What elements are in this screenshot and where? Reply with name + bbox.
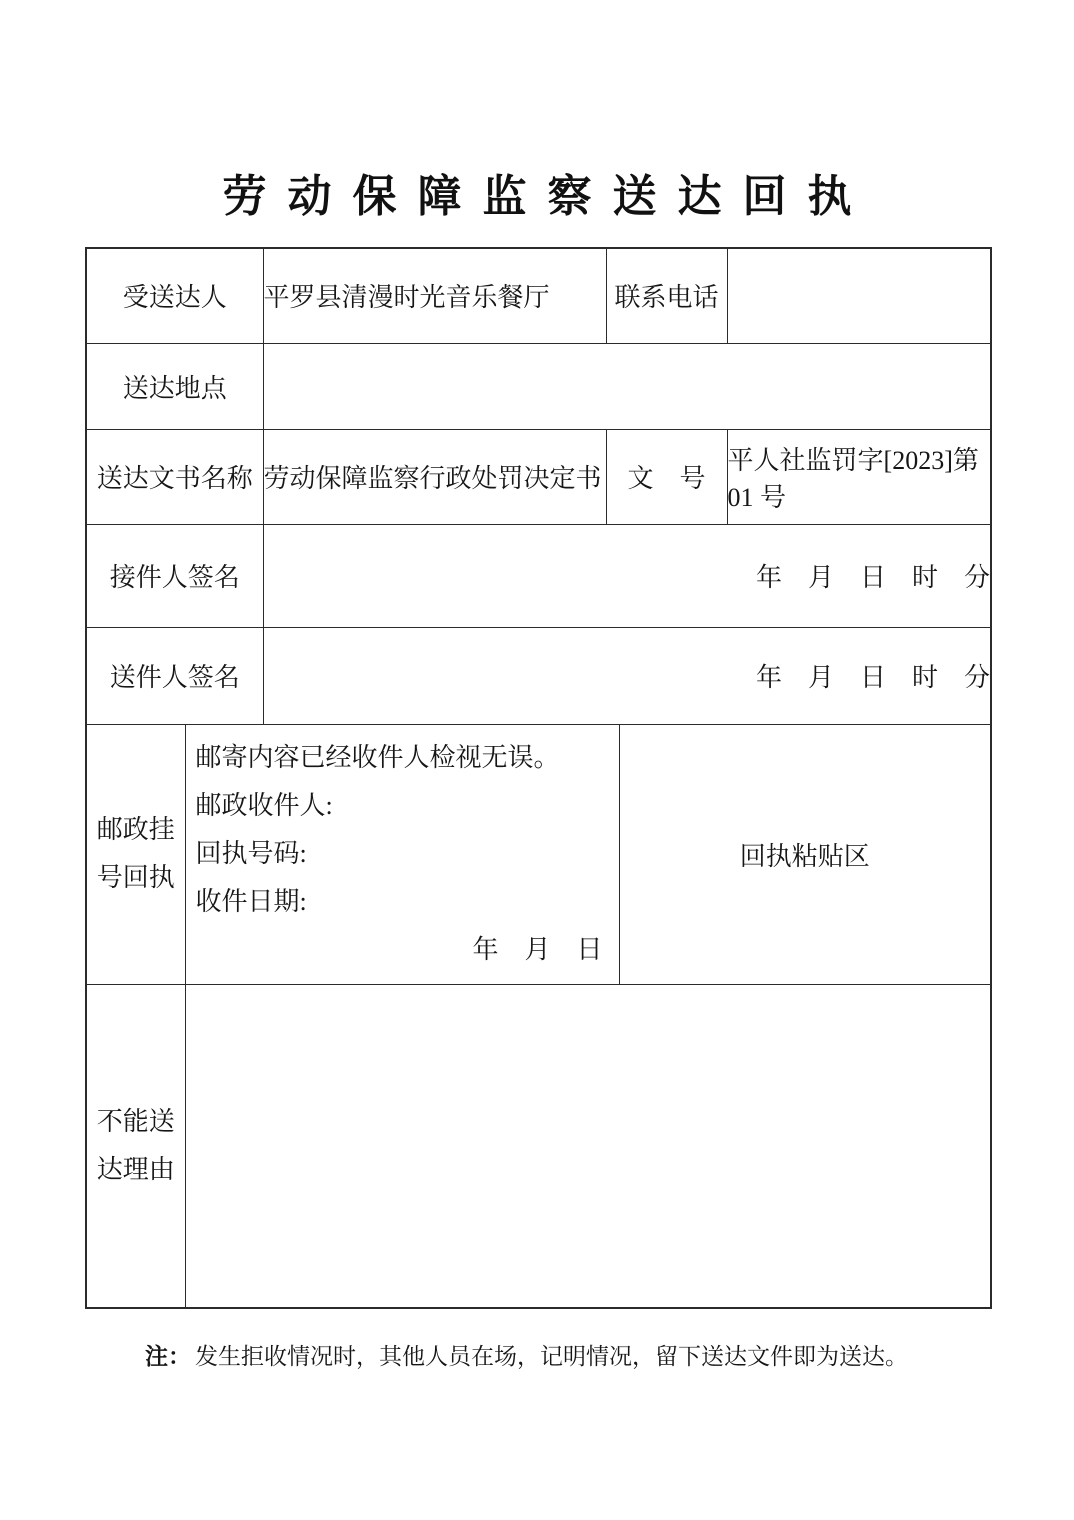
sender-date-line: 年 月 日 时 分 bbox=[756, 663, 991, 692]
row-undeliverable-reason bbox=[86, 984, 991, 1308]
document-name-label: 送达文书名称 bbox=[86, 429, 263, 524]
postal-receipt-content bbox=[185, 724, 619, 984]
undeliverable-reason-label bbox=[86, 984, 185, 1308]
row-document bbox=[86, 429, 991, 524]
postal-receipt-label bbox=[86, 724, 185, 984]
phone-value bbox=[727, 248, 991, 343]
phone-label: 联系电话 bbox=[606, 248, 727, 343]
sender-signature-cell bbox=[263, 627, 991, 724]
receiver-signature-cell bbox=[263, 524, 991, 627]
postal-receipt-number-line: 回执号码: bbox=[195, 839, 307, 868]
postal-receipt-label-line1: 邮政挂 bbox=[96, 815, 175, 844]
address-label: 送达地点 bbox=[86, 343, 263, 429]
postal-date-blank-line: 年 月 日 bbox=[472, 935, 603, 964]
undeliverable-label-line2: 达理由 bbox=[96, 1154, 175, 1184]
document-title: 劳动保障监察送达回执 bbox=[222, 172, 873, 221]
receiver-date-line: 年 月 日 时 分 bbox=[756, 563, 991, 592]
footer-note-text: 发生拒收情况时，其他人员在场，记明情况，留下送达文件即为送达。 bbox=[195, 1344, 908, 1369]
document-name-value: 劳动保障监察行政处罚决定书 bbox=[263, 429, 606, 524]
postal-receipt-label-line2: 号回执 bbox=[96, 863, 175, 892]
undeliverable-reason-value bbox=[185, 984, 991, 1308]
postal-checked-line: 邮寄内容已经收件人检视无误。 bbox=[195, 743, 560, 772]
recipient-label: 受送达人 bbox=[86, 248, 263, 343]
row-receiver-signature bbox=[86, 524, 991, 627]
sender-signature-label: 送件人签名 bbox=[86, 627, 263, 724]
footer-note bbox=[145, 1338, 908, 1371]
row-sender-signature bbox=[86, 627, 991, 724]
document-number-value: 平人社监罚字[2023]第 01 号 bbox=[727, 429, 991, 524]
row-postal-receipt bbox=[86, 724, 991, 984]
address-value bbox=[263, 343, 991, 429]
receipt-paste-area: 回执粘贴区 bbox=[619, 724, 991, 984]
postal-receive-date-line: 收件日期: bbox=[195, 887, 307, 916]
undeliverable-label-line1: 不能送 bbox=[96, 1106, 175, 1136]
postal-recipient-line: 邮政收件人: bbox=[195, 791, 333, 820]
receipt-form-table bbox=[85, 247, 992, 1309]
row-recipient bbox=[86, 248, 991, 343]
footer-note-prefix: 注： bbox=[145, 1344, 191, 1369]
row-address bbox=[86, 343, 991, 429]
recipient-value: 平罗县清漫时光音乐餐厅 bbox=[263, 248, 606, 343]
receiver-signature-label: 接件人签名 bbox=[86, 524, 263, 627]
document-number-label: 文 号 bbox=[606, 429, 727, 524]
